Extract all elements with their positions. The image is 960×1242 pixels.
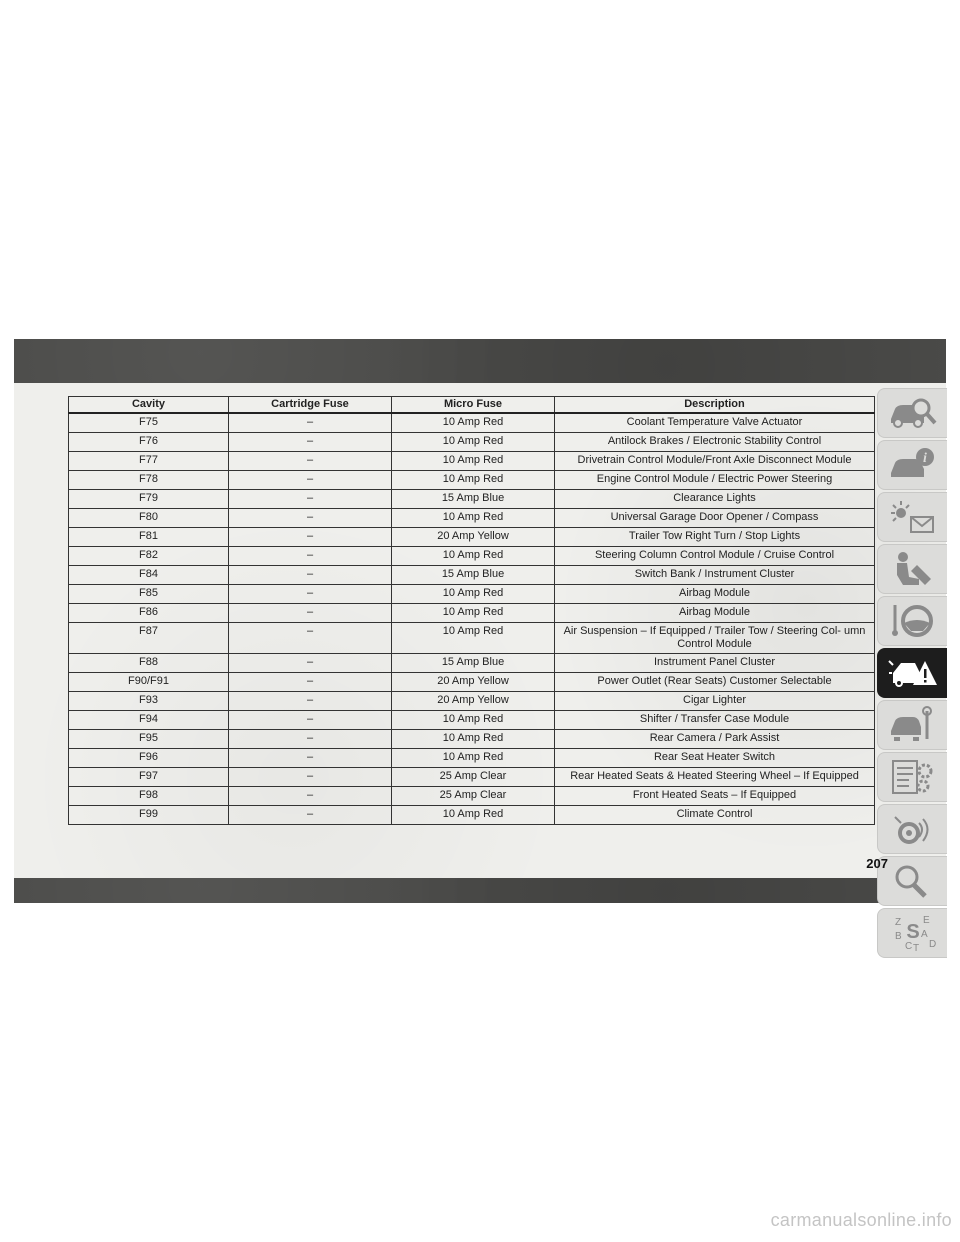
- index-letter-b: B: [894, 931, 902, 942]
- micro-fuse-cell: 15 Amp Blue: [392, 654, 555, 673]
- cartridge-fuse-cell: –: [229, 673, 392, 692]
- tab-technical-specifications[interactable]: [877, 752, 947, 802]
- table-row: [69, 673, 875, 692]
- table-row: [69, 413, 875, 433]
- cartridge-fuse-cell: –: [229, 806, 392, 825]
- table-row: [69, 566, 875, 585]
- table-row: [69, 528, 875, 547]
- header-cavity: Cavity: [69, 397, 229, 414]
- description-cell: Steering Column Control Module / Cruise Control: [555, 547, 875, 566]
- table-row: [69, 711, 875, 730]
- cavity-cell: F97: [69, 768, 229, 787]
- cartridge-fuse-cell: –: [229, 585, 392, 604]
- cavity-cell: F80: [69, 509, 229, 528]
- micro-fuse-cell: 20 Amp Yellow: [392, 692, 555, 711]
- svg-text:i: i: [922, 451, 927, 466]
- tab-in-case-of-emergency[interactable]: [877, 648, 947, 698]
- header-micro-fuse: Micro Fuse: [392, 397, 555, 414]
- description-cell: Instrument Panel Cluster: [555, 654, 875, 673]
- cartridge-fuse-cell: –: [229, 547, 392, 566]
- description-cell: Cigar Lighter: [555, 692, 875, 711]
- cartridge-fuse-cell: –: [229, 692, 392, 711]
- cartridge-fuse-cell: –: [229, 433, 392, 452]
- tab-getting-to-know-vehicle[interactable]: [877, 388, 947, 438]
- table-row: [69, 490, 875, 509]
- micro-fuse-cell: 10 Amp Red: [392, 623, 555, 654]
- tab-getting-to-know-instrument-panel[interactable]: [877, 440, 947, 490]
- cartridge-fuse-cell: –: [229, 768, 392, 787]
- index-letter-z: Z: [894, 917, 901, 928]
- cartridge-fuse-cell: –: [229, 413, 392, 433]
- table-row: [69, 604, 875, 623]
- fuse-table: [68, 396, 875, 825]
- description-cell: Climate Control: [555, 806, 875, 825]
- cavity-cell: F78: [69, 471, 229, 490]
- table-row: [69, 787, 875, 806]
- description-cell: Drivetrain Control Module/Front Axle Disconnect Module: [555, 452, 875, 471]
- index-letter-d: D: [928, 939, 936, 950]
- table-row: [69, 692, 875, 711]
- svg-text:S: S: [905, 921, 920, 943]
- cavity-cell: F85: [69, 585, 229, 604]
- description-cell: Trailer Tow Right Turn / Stop Lights: [555, 528, 875, 547]
- index-letter-a: A: [920, 929, 928, 940]
- cavity-cell: F87: [69, 623, 229, 654]
- index-letter-t: T: [912, 943, 919, 953]
- header-band: [14, 339, 946, 383]
- micro-fuse-cell: 10 Amp Red: [392, 471, 555, 490]
- cartridge-fuse-cell: –: [229, 471, 392, 490]
- tab-starting-operating[interactable]: [877, 596, 947, 646]
- micro-fuse-cell: 10 Amp Red: [392, 547, 555, 566]
- header-description: Description: [555, 397, 875, 414]
- micro-fuse-cell: 25 Amp Clear: [392, 787, 555, 806]
- cavity-cell: F82: [69, 547, 229, 566]
- table-row: [69, 471, 875, 490]
- description-cell: Universal Garage Door Opener / Compass: [555, 509, 875, 528]
- steering-wheel-icon: [887, 601, 939, 641]
- tab-safety[interactable]: [877, 544, 947, 594]
- car-emergency-icon: [887, 653, 939, 693]
- seat-airbag-icon: [887, 549, 939, 589]
- cavity-cell: F84: [69, 566, 229, 585]
- cavity-cell: F96: [69, 749, 229, 768]
- header-cartridge-fuse: Cartridge Fuse: [229, 397, 392, 414]
- car-service-icon: [887, 705, 939, 745]
- cartridge-fuse-cell: –: [229, 654, 392, 673]
- index-letters-icon: [887, 913, 939, 953]
- cavity-cell: F81: [69, 528, 229, 547]
- micro-fuse-cell: 10 Amp Red: [392, 749, 555, 768]
- description-cell: Engine Control Module / Electric Power Steering: [555, 471, 875, 490]
- watermark: carmanualsonline.info: [770, 1210, 952, 1230]
- micro-fuse-cell: 10 Amp Red: [392, 806, 555, 825]
- table-row: [69, 547, 875, 566]
- footer-band: [14, 878, 946, 903]
- table-row: [69, 623, 875, 654]
- cartridge-fuse-cell: –: [229, 604, 392, 623]
- description-cell: Rear Heated Seats & Heated Steering Wheel – If Equipped: [555, 768, 875, 787]
- micro-fuse-cell: 10 Amp Red: [392, 730, 555, 749]
- cavity-cell: F77: [69, 452, 229, 471]
- table-row: [69, 768, 875, 787]
- description-cell: Switch Bank / Instrument Cluster: [555, 566, 875, 585]
- cavity-cell: F90/F91: [69, 673, 229, 692]
- description-cell: Front Heated Seats – If Equipped: [555, 787, 875, 806]
- table-row: [69, 452, 875, 471]
- cartridge-fuse-cell: –: [229, 730, 392, 749]
- cavity-cell: F99: [69, 806, 229, 825]
- cartridge-fuse-cell: –: [229, 528, 392, 547]
- description-cell: Antilock Brakes / Electronic Stability Control: [555, 433, 875, 452]
- table-row: [69, 654, 875, 673]
- page-number: 207: [866, 856, 888, 871]
- cartridge-fuse-cell: –: [229, 787, 392, 806]
- cavity-cell: F75: [69, 413, 229, 433]
- specifications-icon: [887, 757, 939, 797]
- micro-fuse-cell: 15 Amp Blue: [392, 566, 555, 585]
- description-cell: Airbag Module: [555, 585, 875, 604]
- table-row: [69, 806, 875, 825]
- table-row: [69, 585, 875, 604]
- tab-warning-lights-messages[interactable]: [877, 492, 947, 542]
- micro-fuse-cell: 10 Amp Red: [392, 509, 555, 528]
- description-cell: Rear Camera / Park Assist: [555, 730, 875, 749]
- cavity-cell: F95: [69, 730, 229, 749]
- description-cell: Clearance Lights: [555, 490, 875, 509]
- description-cell: Airbag Module: [555, 604, 875, 623]
- cavity-cell: F88: [69, 654, 229, 673]
- table-row: [69, 730, 875, 749]
- index-letter-e: E: [922, 915, 930, 926]
- description-cell: Rear Seat Heater Switch: [555, 749, 875, 768]
- table-row: [69, 509, 875, 528]
- tab-servicing-maintenance[interactable]: [877, 700, 947, 750]
- micro-fuse-cell: 10 Amp Red: [392, 604, 555, 623]
- table-row: [69, 749, 875, 768]
- cavity-cell: F93: [69, 692, 229, 711]
- description-cell: Air Suspension – If Equipped / Trailer Tow / Steering Col- umn Control Module: [555, 623, 875, 654]
- description-cell: Power Outlet (Rear Seats) Customer Selectable: [555, 673, 875, 692]
- description-cell: Shifter / Transfer Case Module: [555, 711, 875, 730]
- cartridge-fuse-cell: –: [229, 749, 392, 768]
- tab-multimedia[interactable]: [877, 804, 947, 854]
- warning-lights-message-icon: [887, 497, 939, 537]
- fuse-table-body: [69, 413, 875, 825]
- micro-fuse-cell: 15 Amp Blue: [392, 490, 555, 509]
- cartridge-fuse-cell: –: [229, 452, 392, 471]
- search-icon: [887, 861, 939, 901]
- cartridge-fuse-cell: –: [229, 490, 392, 509]
- cavity-cell: F86: [69, 604, 229, 623]
- cavity-cell: F98: [69, 787, 229, 806]
- micro-fuse-cell: 20 Amp Yellow: [392, 673, 555, 692]
- cavity-cell: F76: [69, 433, 229, 452]
- cartridge-fuse-cell: –: [229, 623, 392, 654]
- car-info-icon: [887, 445, 939, 485]
- micro-fuse-cell: 10 Amp Red: [392, 452, 555, 471]
- table-row: [69, 433, 875, 452]
- cartridge-fuse-cell: –: [229, 711, 392, 730]
- micro-fuse-cell: 10 Amp Red: [392, 413, 555, 433]
- micro-fuse-cell: 10 Amp Red: [392, 585, 555, 604]
- description-cell: Coolant Temperature Valve Actuator: [555, 413, 875, 433]
- micro-fuse-cell: 20 Amp Yellow: [392, 528, 555, 547]
- cartridge-fuse-cell: –: [229, 566, 392, 585]
- multimedia-icon: [887, 809, 939, 849]
- car-magnifier-icon: [887, 393, 939, 433]
- cavity-cell: F79: [69, 490, 229, 509]
- tab-index[interactable]: [877, 908, 947, 958]
- table-header-row: [69, 397, 875, 414]
- micro-fuse-cell: 25 Amp Clear: [392, 768, 555, 787]
- cavity-cell: F94: [69, 711, 229, 730]
- micro-fuse-cell: 10 Amp Red: [392, 711, 555, 730]
- cartridge-fuse-cell: –: [229, 509, 392, 528]
- index-letter-c: C: [904, 941, 912, 952]
- micro-fuse-cell: 10 Amp Red: [392, 433, 555, 452]
